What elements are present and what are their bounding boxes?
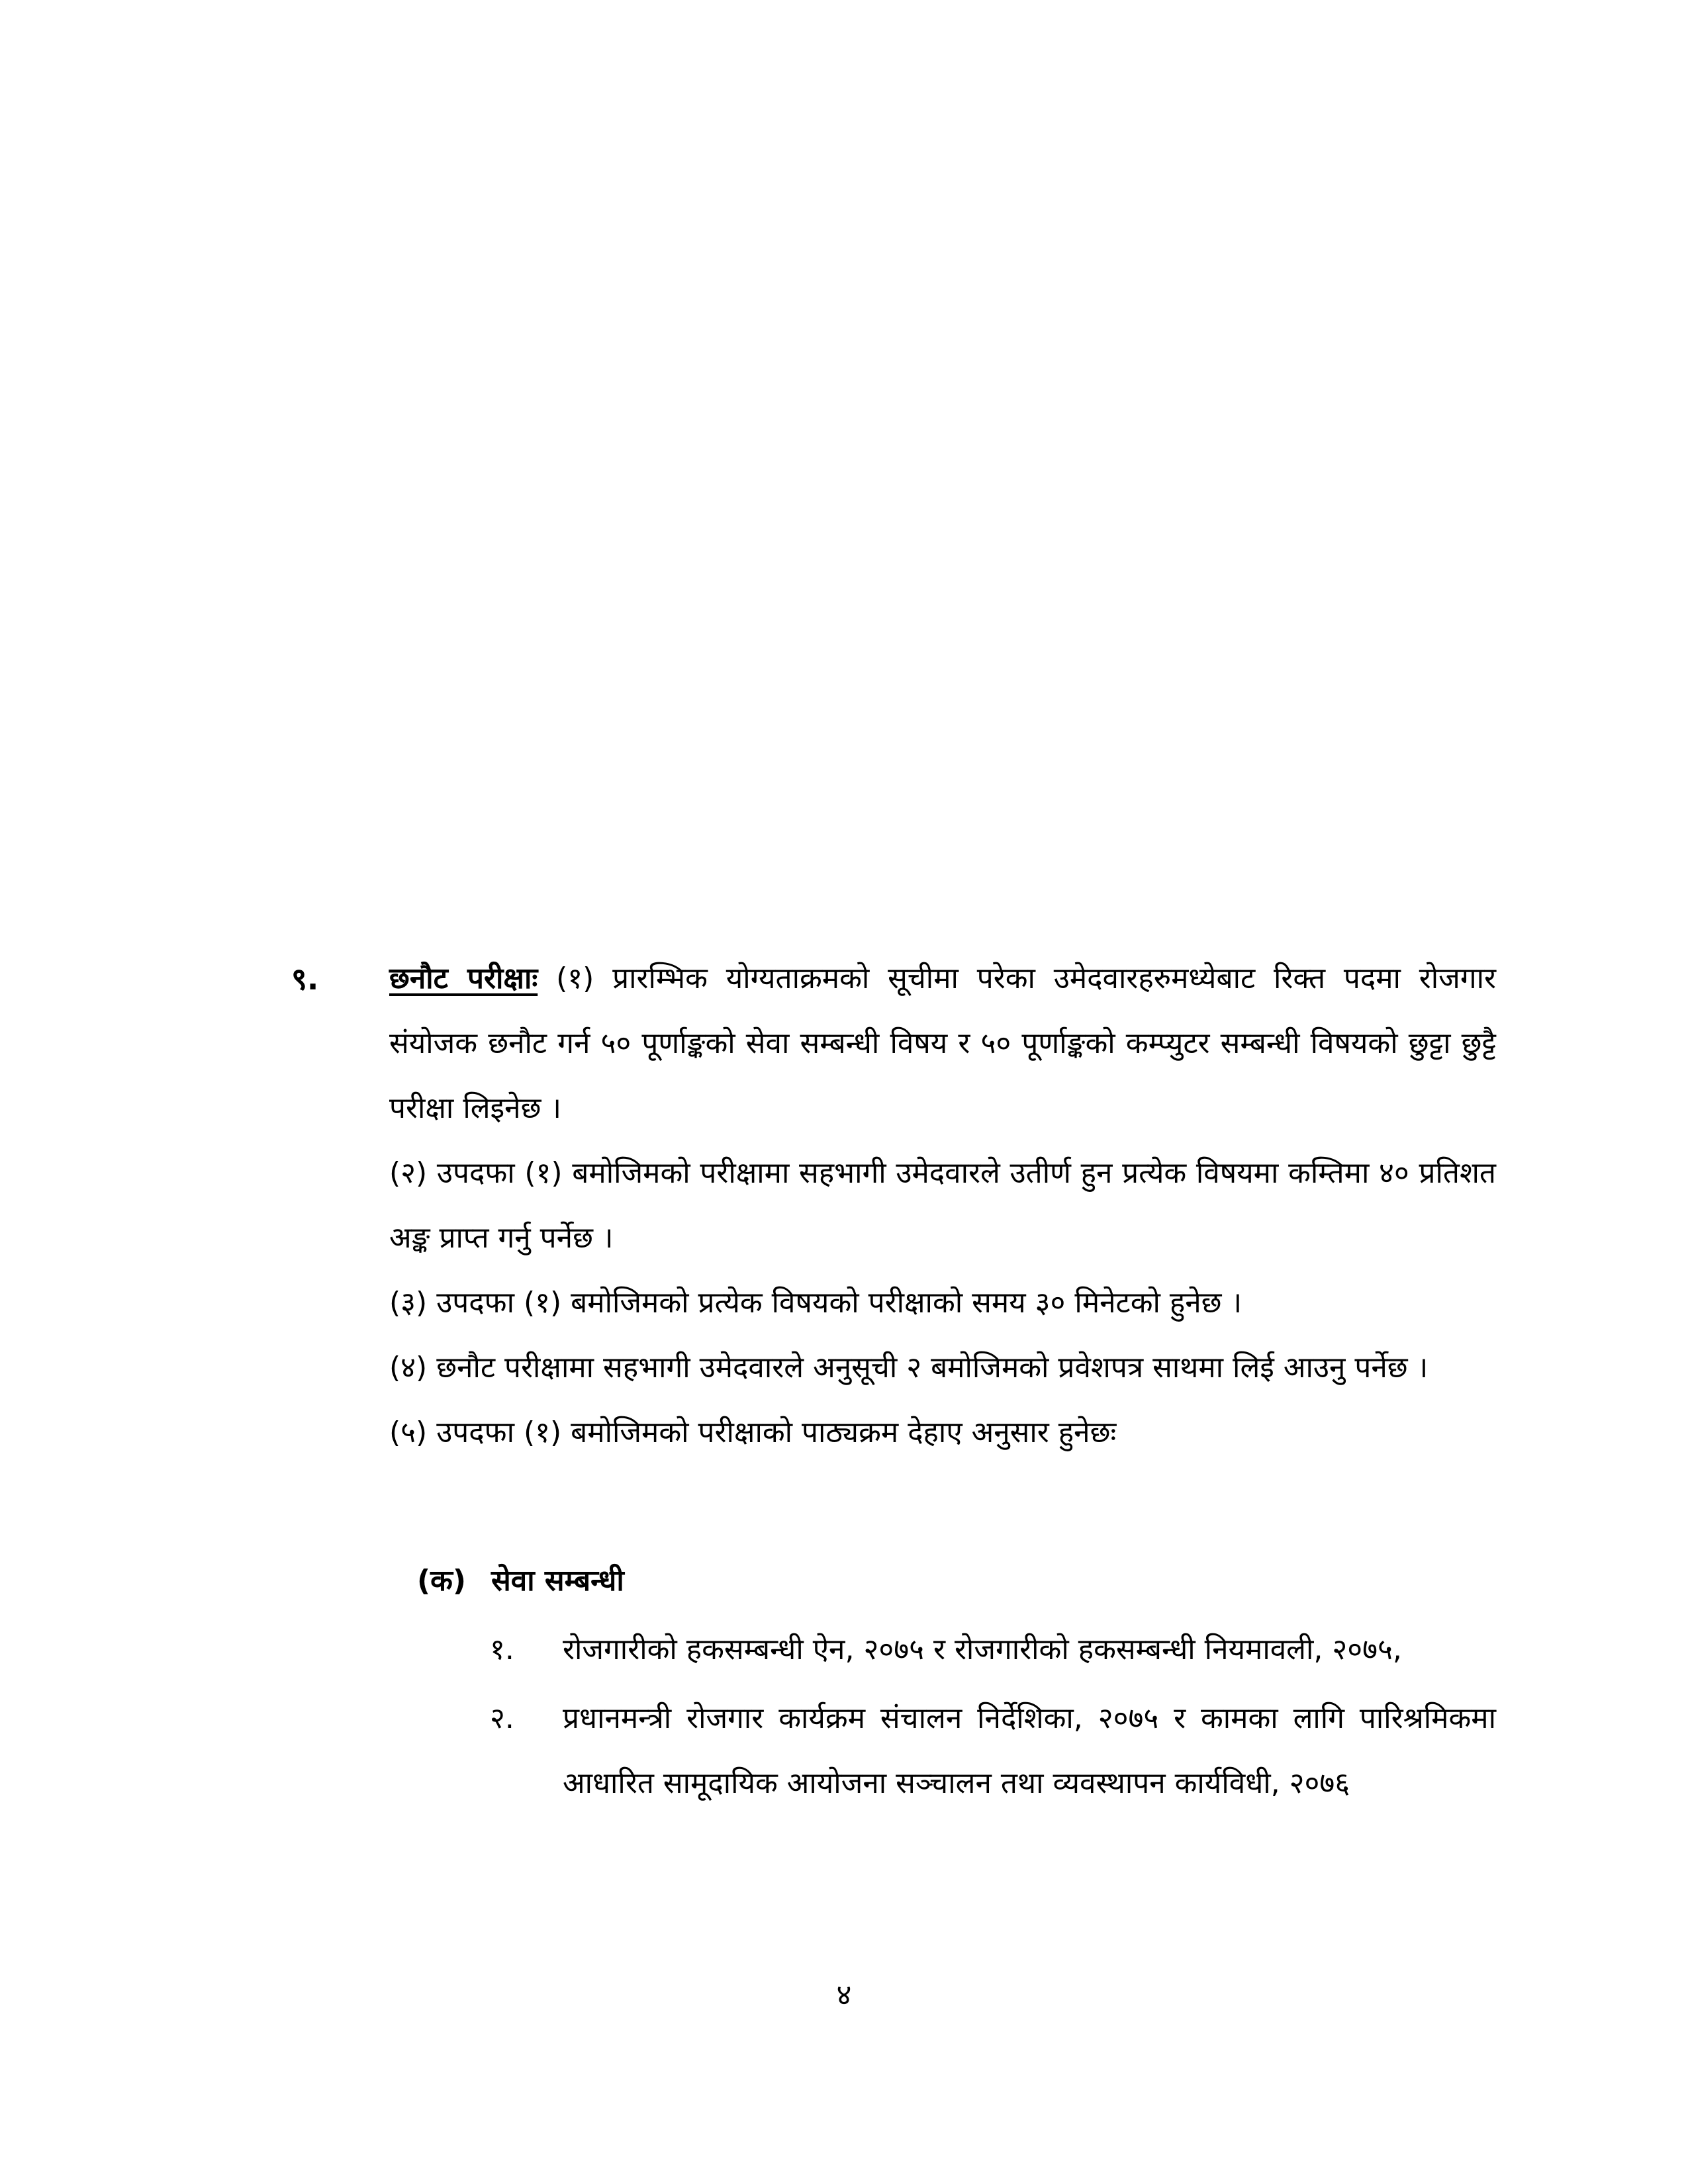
clause-1 [389,946,1496,1141]
clause-1-text: (१) प्रारम्भिक योग्यताक्रमको सूचीमा परेका उमेदवारहरुमध्येबाट रिक्त पदमा रोजगार संयोजक छनौट गर्न ५० पूर्णाङ्कको सेवा सम्बन्धी विषय र ५० पूर्णाङ्कको कम्प्युटर सम्बन्धी विषयको छुट्टा छुट्टै परीक्षा लिइनेछ । [389,962,1496,1125]
list-item-number: १. [490,1633,514,1666]
section-title: छनौट परीक्षाः [389,962,538,995]
sub-section-heading [417,1549,1496,1614]
list-item [417,1686,1496,1816]
sub-section-label: (क) [417,1564,467,1598]
clause-4: (४) छनौट परीक्षामा सहभागी उमेदवारले अनुसूची २ बमोजिमको प्रवेशपत्र साथमा लिई आउनु पर्नेछ । [389,1351,1429,1385]
clause-5: (५) उपदफा (१) बमोजिमको परीक्षाको पाठ्यक्रम देहाए अनुसार हुनेछः [389,1416,1117,1449]
clause-3: (३) उपदफा (१) बमोजिमको प्रत्येक विषयको परीक्षाको समय ३० मिनेटको हुनेछ । [389,1286,1243,1320]
sub-section-title: सेवा सम्बन्धी [491,1564,624,1598]
list-item-text: प्रधानमन्त्री रोजगार कार्यक्रम संचालन निर्देशिका, २०७५ र कामका लागि पारिश्रमिकमा आधारित सामूदायिक आयोजना सञ्चालन तथा व्यवस्थापन कार्यविधी, २०७६ [563,1702,1496,1800]
clause-2: (२) उपदफा (१) बमोजिमको परीक्षामा सहभागी उमेदवारले उतीर्ण हुन प्रत्येक विषयमा कम्तिमा ४० प्रतिशत अङ्क प्राप्त गर्नु पर्नेछ । [389,1156,1496,1255]
sub-section-ka [417,1549,1496,1820]
list-item-text: रोजगारीको हकसम्बन्धी ऐन, २०७५ र रोजगारीको हकसम्बन्धी नियमावली, २०७५, [563,1633,1402,1666]
section-number: ९. [291,961,319,997]
page-number: ४ [836,1978,852,2012]
list-item [417,1617,1496,1682]
section-body [389,946,1496,1465]
syllabus-list [417,1617,1496,1816]
list-item-number: २. [490,1702,514,1735]
